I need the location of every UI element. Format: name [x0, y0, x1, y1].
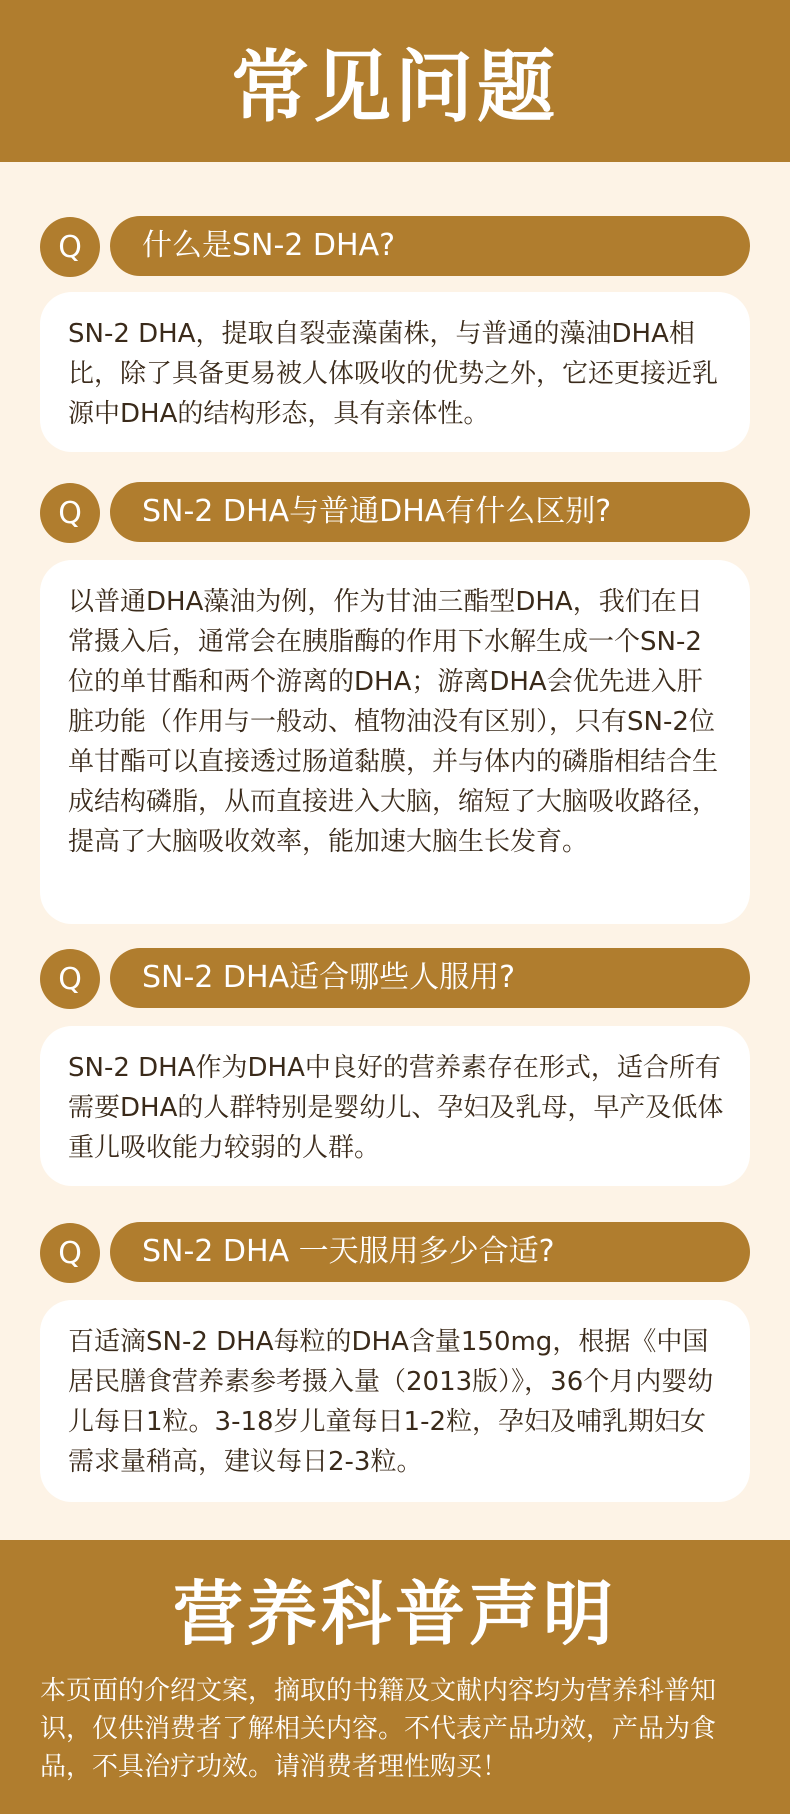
page-title: 常见问题 — [230, 43, 559, 133]
question-row — [40, 1222, 750, 1284]
question-text: SN-2 DHA适合哪些人服用? — [110, 948, 750, 1008]
q-badge-icon: Q — [40, 949, 100, 1009]
disclaimer-text: 本页面的介绍文案，摘取的书籍及文献内容均为营养科普知识，仅供消费者了解相关内容。不代表产品功效，产品为食品，不具治疗功效。请消费者理性购买！ — [40, 1676, 717, 1782]
q-badge-icon: Q — [40, 1223, 100, 1283]
answer-text: SN-2 DHA作为DHA中良好的营养素存在形式，适合所有需要DHA的人群特别是婴幼儿、孕妇及乳母，早产及低体重儿吸收能力较弱的人群。 — [40, 1026, 750, 1186]
answer-text: SN-2 DHA，提取自裂壶藻菌株，与普通的藻油DHA相比，除了具备更易被人体吸收的优势之外，它还更接近乳源中DHA的结构形态，具有亲体性。 — [40, 292, 750, 452]
question-row — [40, 482, 750, 544]
faq-item-2 — [40, 482, 750, 857]
question-text: SN-2 DHA 一天服用多少合适? — [110, 1222, 750, 1282]
disclaimer-section — [0, 1540, 790, 1814]
question-text: 什么是SN-2 DHA? — [110, 216, 750, 276]
question-text: SN-2 DHA与普通DHA有什么区别? — [110, 482, 750, 542]
faq-item-1 — [40, 216, 750, 429]
question-row — [40, 948, 750, 1010]
q-badge-icon: Q — [40, 483, 100, 543]
disclaimer-title: 营养科普声明 — [173, 1573, 617, 1655]
q-badge-icon: Q — [40, 217, 100, 277]
faq-section — [0, 162, 790, 1540]
faq-item-3 — [40, 948, 750, 1163]
answer-text: 以普通DHA藻油为例，作为甘油三酯型DHA，我们在日常摄入后，通常会在胰脂酶的作用下水解生成一个SN-2位的单甘酯和两个游离的DHA；游离DHA会优先进入肝脏功能（作用与一般动、植物油没有区别），只有SN-2位单甘酯可以直接透过肠道黏膜，并与体内的磷脂相结合生成结构磷脂，从而直接进入大脑，缩短了大脑吸收路径，提高了大脑吸收效率，能加速大脑生长发育。 — [40, 560, 750, 924]
faq-item-4 — [40, 1222, 750, 1477]
answer-text: 百适滴SN-2 DHA每粒的DHA含量150mg，根据《中国居民膳食营养素参考摄入量（2013版）》，36个月内婴幼儿每日1粒。3-18岁儿童每日1-2粒，孕妇及哺乳期妇女需求量稍高，建议每日2-3粒。 — [40, 1300, 750, 1502]
header-banner — [0, 0, 790, 162]
question-row — [40, 216, 750, 278]
